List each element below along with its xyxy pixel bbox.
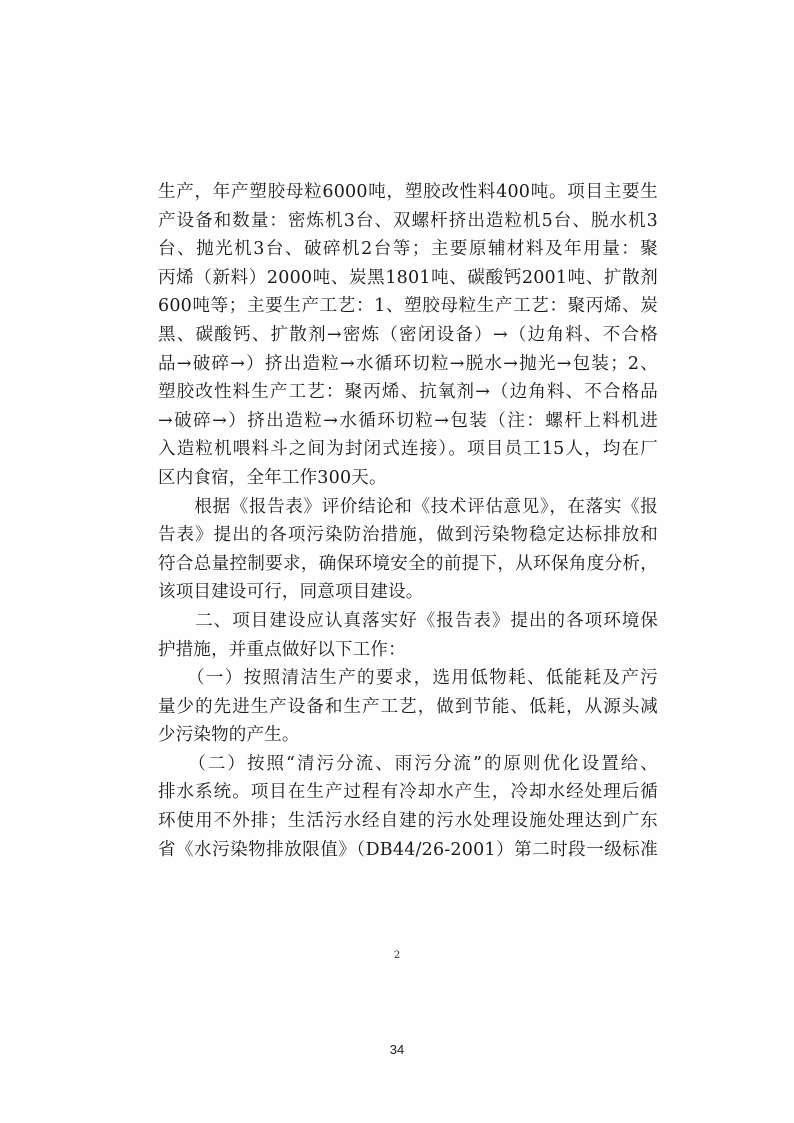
text-line: 600吨等；主要生产工艺：1、塑胶母粒生产工艺：聚丙烯、炭 [158, 296, 658, 317]
text-line: 区内食宿，全年工作300天。 [158, 467, 387, 488]
page-number: 2 [393, 950, 401, 961]
text-line: 根据《报告表》评价结论和《技术评估意见》，在落实《报 [158, 496, 658, 517]
text-line: （二）按照“清污分流、雨污分流”的原则优化设置给、 [158, 753, 658, 774]
text-line: 二、项目建设应认真落实好《报告表》提出的各项环境保 [158, 610, 658, 631]
text-line: 排水系统。项目在生产过程有冷却水产生，冷却水经处理后循 [158, 782, 658, 803]
text-line: 告表》提出的各项污染防治措施，做到污染物稳定达标排放和 [158, 525, 658, 546]
text-line: 生产，年产塑胶母粒6000吨，塑胶改性料400吨。项目主要生 [158, 182, 658, 202]
text-line: →破碎→）挤出造粒→水循环切粒→包装（注：螺杆上料机进 [158, 410, 658, 431]
text-line: 产设备和数量：密炼机3台、双螺杆挤出造粒机5台、脱水机3 [158, 210, 658, 231]
text-line: 环使用不外排；生活污水经自建的污水处理设施处理达到广东 [158, 811, 658, 832]
text-line: 省《水污染物排放限值》（DB44/26-2001）第二时段一级标准 [158, 839, 658, 860]
text-line: 台、抛光机3台、破碎机2台等；主要原辅材料及年用量：聚 [158, 239, 658, 260]
text-line: 该项目建设可行，同意项目建设。 [158, 582, 424, 603]
text-line: 少污染物的产生。 [158, 725, 300, 746]
document-body [158, 178, 658, 864]
text-line: 符合总量控制要求，确保环境安全的前提下，从环保角度分析， [158, 553, 658, 574]
text-line: 量少的先进生产设备和生产工艺，做到节能、低耗，从源头减 [158, 696, 658, 717]
text-line: 护措施，并重点做好以下工作： [158, 639, 406, 660]
text-line: 塑胶改性料生产工艺：聚丙烯、抗氧剂→（边角料、不合格品 [158, 382, 658, 403]
text-line: 入造粒机喂料斗之间为封闭式连接）。项目员工15人，均在厂 [158, 439, 658, 460]
text-line: 品→破碎→）挤出造粒→水循环切粒→脱水→抛光→包装；2、 [158, 353, 658, 374]
sheet-number: 34 [389, 1042, 405, 1057]
text-line: 黑、碳酸钙、扩散剂→密炼（密闭设备）→（边角料、不合格 [158, 324, 658, 345]
text-line: 丙烯（新料）2000吨、炭黑1801吨、碳酸钙2001吨、扩散剂 [158, 267, 658, 288]
text-line: （一）按照清洁生产的要求，选用低物耗、低能耗及产污 [158, 668, 658, 689]
